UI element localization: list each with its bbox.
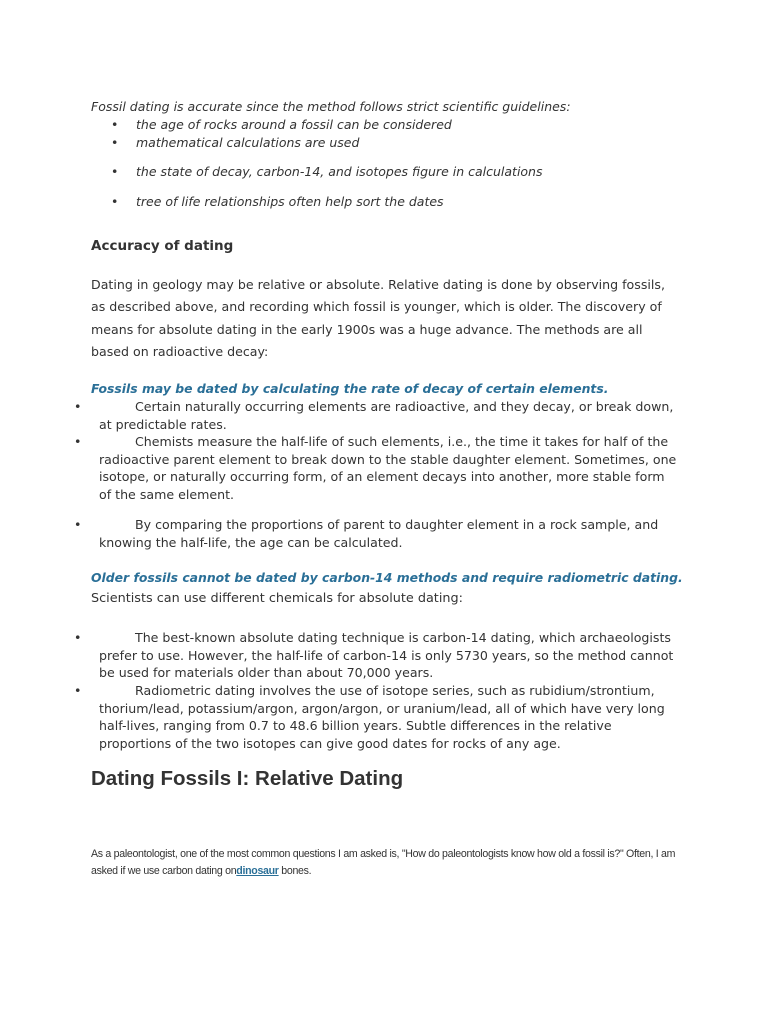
accuracy-heading: Accuracy of dating (91, 238, 234, 254)
closing-paragraph (91, 846, 691, 880)
intro-text: Fossil dating is accurate since the method follows strict scientific guidelines: (91, 99, 571, 114)
list-item (111, 194, 444, 209)
list-item (111, 135, 359, 150)
list-item-text: mathematical calculations are used (136, 135, 360, 150)
list-item-text: Chemists measure the half-life of such elements, i.e., the time it takes for half of the radioactive parent element to break down to the stable daughter element. Sometimes, one isotope, or naturally occurring form, of an element decays into another, more stable form of the same element. (99, 434, 677, 502)
bullet-icon: • (74, 517, 82, 532)
list-item-text: the age of rocks around a fossil can be considered (136, 117, 452, 132)
closing-text: As a paleontologist, one of the most common questions I am asked is, "How do paleontologists know how old a fossil is?" Often, I am asked if we use carbon dating on (91, 848, 676, 877)
list-item-text: tree of life relationships often help sort the dates (136, 194, 444, 209)
list-item-text: Certain naturally occurring elements are radioactive, and they decay, or break down, at predictable rates. (99, 399, 674, 432)
bullet-icon: • (74, 683, 82, 698)
bullet-icon: • (111, 164, 119, 179)
bullet-icon: • (111, 117, 119, 132)
list-item-text: By comparing the proportions of parent to daughter element in a rock sample, and knowing the half-life, the age can be calculated. (99, 517, 659, 550)
bullet-icon: • (74, 434, 82, 449)
list-item-text: The best-known absolute dating technique is carbon-14 dating, which archaeologists prefer to use. However, the half-life of carbon-14 is only 5730 years, so the method cannot be used for materials older than about 70,000 years. (99, 630, 674, 681)
list-item-text: the state of decay, carbon-14, and isotopes figure in calculations (136, 164, 543, 179)
list-item-text: Radiometric dating involves the use of isotope series, such as rubidium/strontium, thorium/lead, potassium/argon, argon/argon, or uranium/lead, all of which have very long half-lives, ranging from 0.7 to 48.6 billion years. Subtle differences in the relative proportions of the two isotopes can give good dates for rocks of any age. (99, 683, 665, 751)
bullet-icon: • (111, 194, 119, 209)
section1-subheading: Fossils may be dated by calculating the rate of decay of certain elements. (91, 381, 609, 396)
list-item (111, 164, 543, 179)
relative-dating-heading: Dating Fossils I: Relative Dating (91, 767, 404, 790)
accuracy-paragraph: Dating in geology may be relative or absolute. Relative dating is done by observing fossils, as described above, and recording which fossil is younger, which is older. The discovery of means for absolute dating in the early 1900s was a huge advance. The methods are all based on radioactive decay: (91, 277, 665, 359)
bullet-icon: • (74, 399, 82, 414)
closing-text-end: bones. (278, 865, 312, 877)
bullet-icon: • (111, 135, 119, 150)
dinosaur-link[interactable]: dinosaur (236, 865, 279, 877)
section2-subheading: Older fossils cannot be dated by carbon-14 methods and require radiometric dating. (91, 570, 683, 585)
section2-lead: Scientists can use different chemicals for absolute dating: (91, 591, 463, 606)
bullet-icon: • (74, 630, 82, 645)
list-item (111, 117, 452, 132)
